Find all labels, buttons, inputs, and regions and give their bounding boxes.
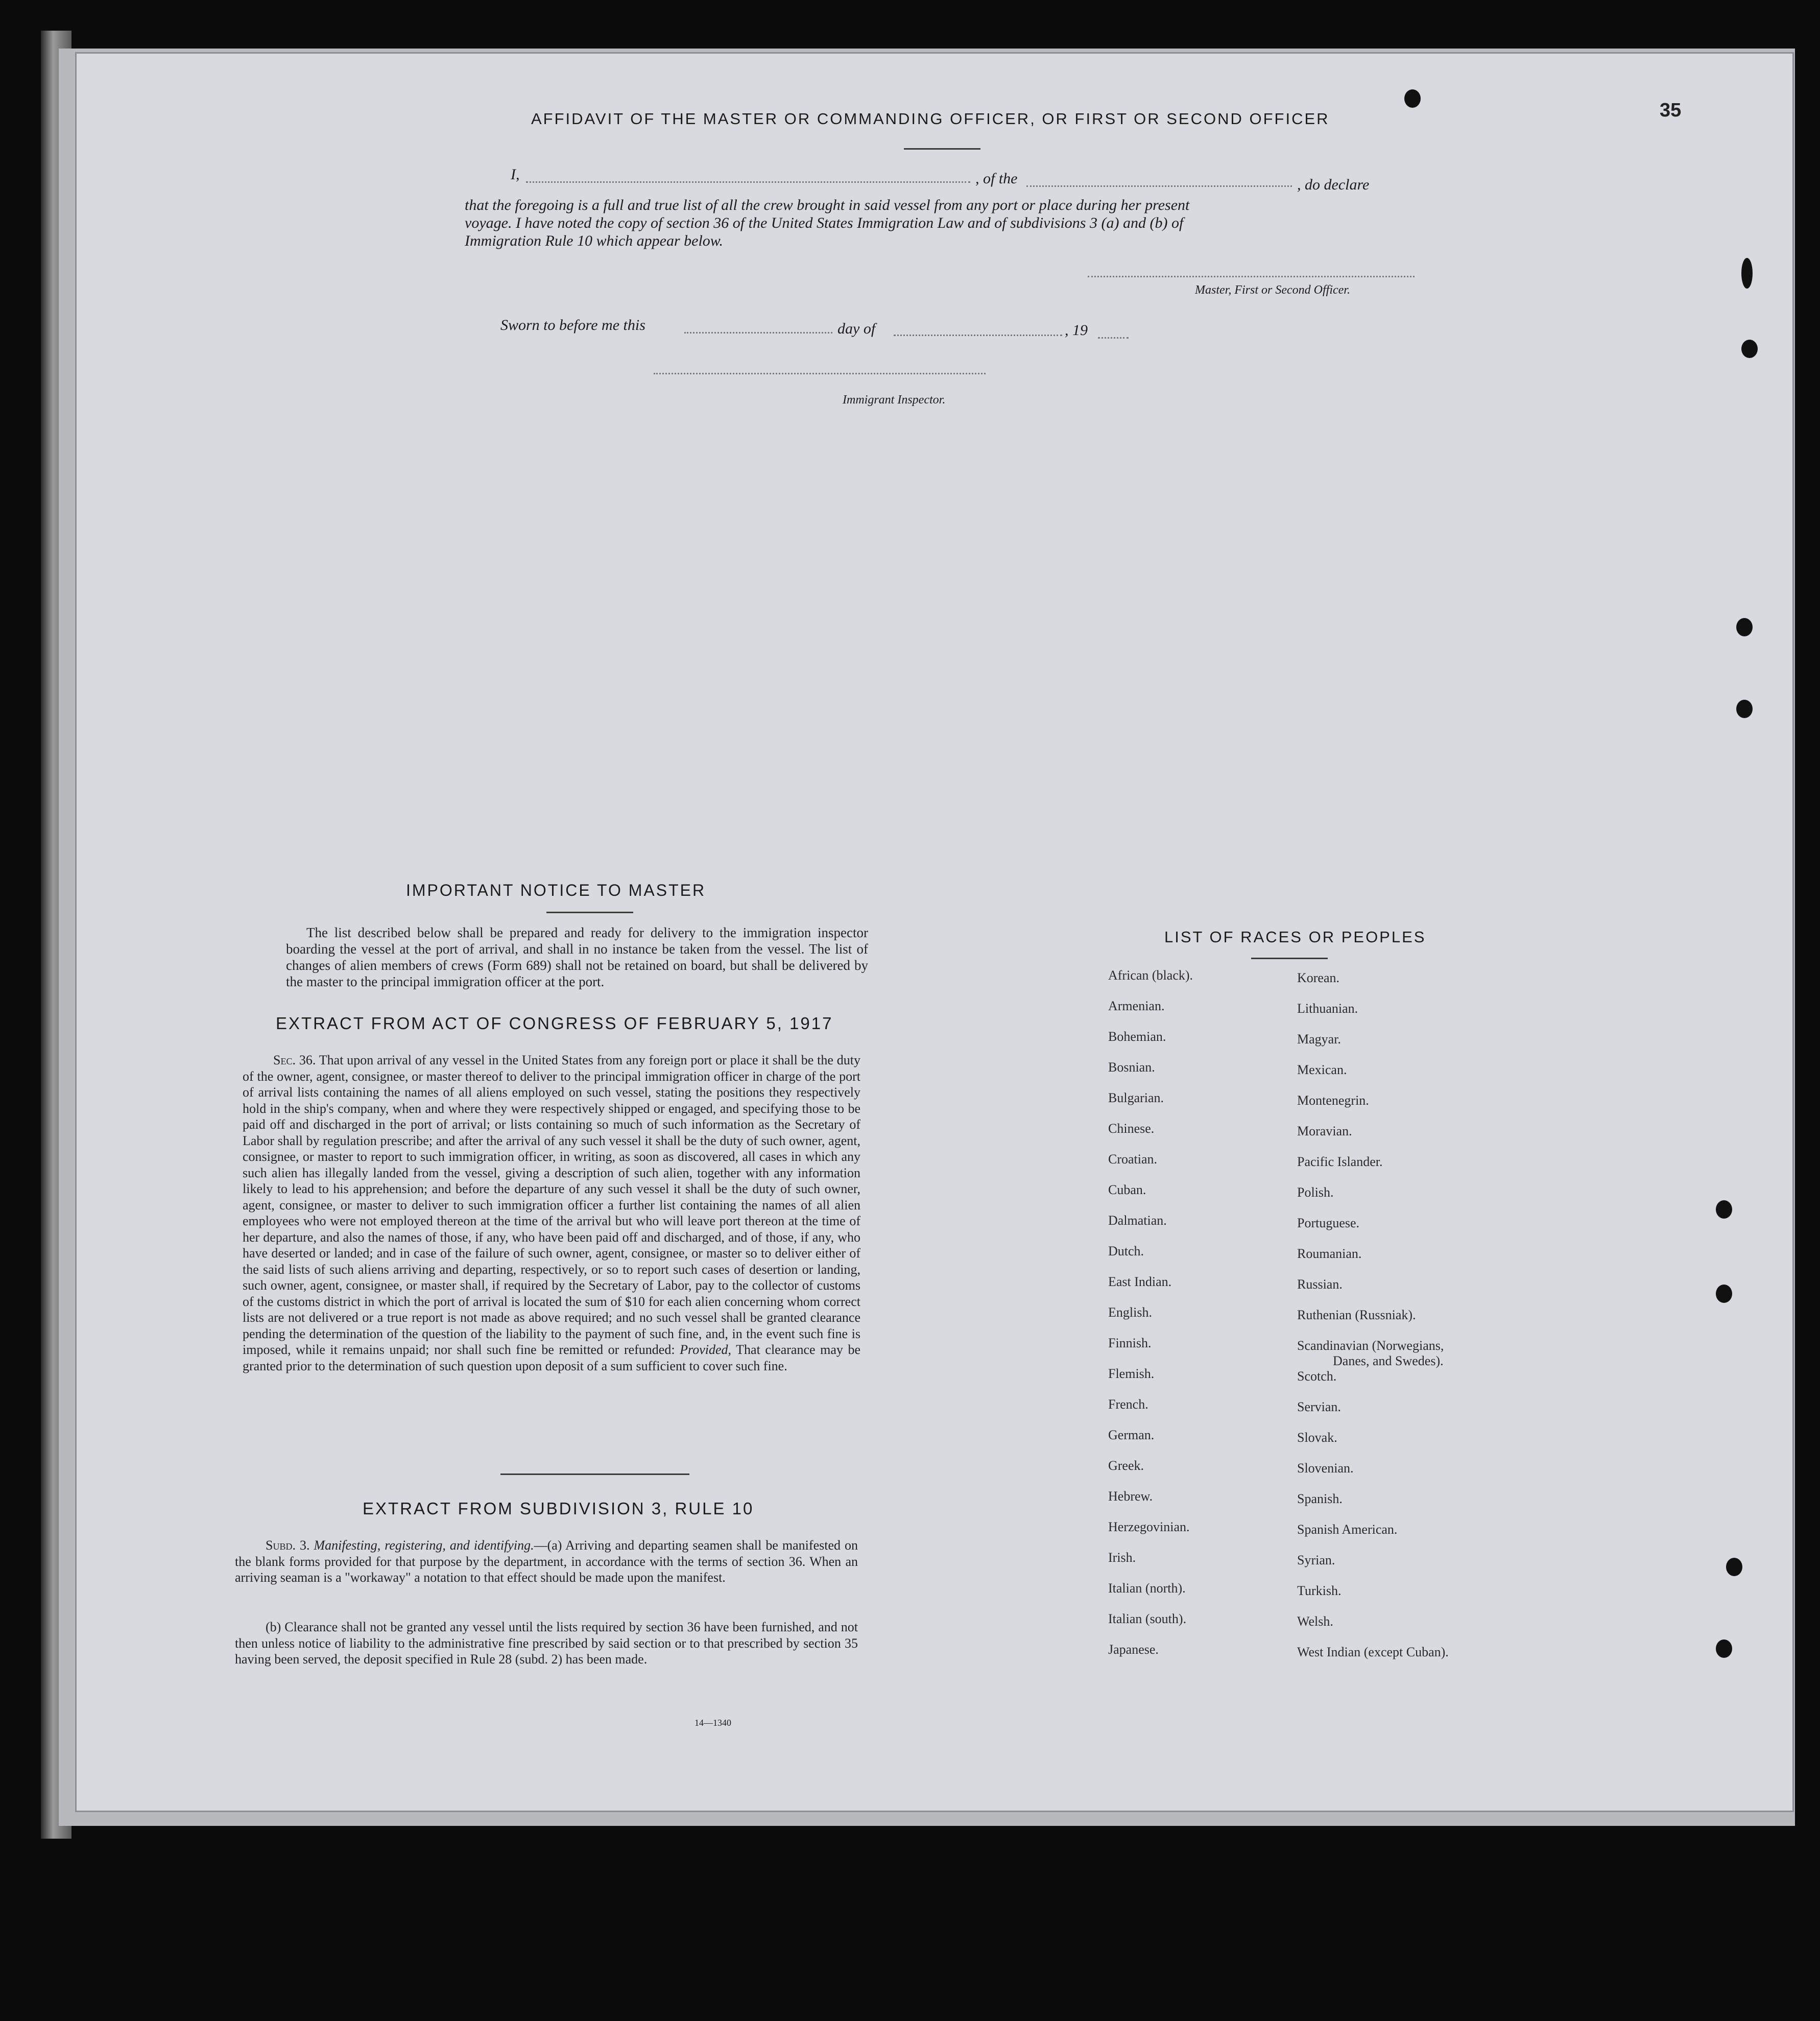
race-item: Croatian. — [1108, 1152, 1158, 1167]
affidavit-i: I, — [511, 166, 520, 183]
binder-hole — [1741, 258, 1753, 289]
act-divider — [500, 1473, 689, 1475]
race-item: Italian (south). — [1108, 1611, 1187, 1626]
race-item: Turkish. — [1297, 1583, 1342, 1598]
race-item: Bulgarian. — [1108, 1090, 1164, 1105]
rule-para-b: (b) Clearance shall not be granted any vessel until the lists required by section 36 have been furnished, and not then unless notice of liability to the administrative fine prescribed by said section or to that prescribed by section 35 having been served, the deposit specified in Rule 28 (subd. 2) has been made. — [235, 1620, 858, 1667]
rule-para-a — [235, 1537, 858, 1586]
race-item: Armenian. — [1108, 998, 1165, 1013]
race-item: Spanish American. — [1297, 1522, 1398, 1537]
act-title: EXTRACT FROM ACT OF CONGRESS OF FEBRUARY 5, 1917 — [276, 1014, 833, 1033]
race-item: German. — [1108, 1428, 1155, 1442]
notice-underline — [546, 912, 633, 913]
race-item: Cuban. — [1108, 1182, 1146, 1197]
act-sec-label: Sec. 36. — [273, 1053, 316, 1067]
race-item: Chinese. — [1108, 1121, 1155, 1136]
race-item: Scotch. — [1297, 1369, 1337, 1384]
race-item: West Indian (except Cuban). — [1297, 1645, 1449, 1659]
act-body-end: That clearance may be granted prior to the determination of such question upon deposit of a sum sufficient to cover such fine. — [243, 1342, 861, 1373]
race-item: Syrian. — [1297, 1553, 1335, 1567]
rule-subd-heading: Manifesting, registering, and identifying. — [314, 1538, 534, 1553]
race-item: Polish. — [1297, 1185, 1334, 1200]
name-blank — [526, 181, 970, 183]
act-body: That upon arrival of any vessel in the United States from any foreign port or place it shall be the duty of the owner, agent, consignee, or master thereof to deliver to the principal immigration officer in charge of the port of arrival lists containing the names of all aliens employed on such vessel, stating the positions they respectively hold in the ship's company, when and where they were respectively shipped or engaged, and specifying those to be paid off and discharged in the port of arrival; or lists containing so much of such information as the Secretary of Labor shall by regulation prescribe; and after the arrival of any such vessel it shall be the duty of such owner, agent, consignee, or master to report to such immigration officer, in writing, as soon as discovered, all cases in which any such alien has illegally landed from the vessel, giving a description of such alien, together with any information likely to lead to his apprehension; and before the departure of any such vessel it shall be the duty of such owner, agent, consignee, or master to deliver to such immigration officer a further list containing the names of all alien employees who were not employed thereon at the time of the arrival but who will leave port thereon at the time of her departure, and also the names of those, if any, who have been paid off and discharged, and of those, if any, who have deserted or landed; and in case of the failure of such owner, agent, consignee, or master so to deliver either of the said lists of such aliens arriving and departing, respectively, or so to report such cases of desertion or landing, such owner, agent, consignee, or master shall, if required by the Secretary of Labor, pay to the collector of customs of the customs district in which the port of arrival is located the sum of $10 for each alien concerning whom correct lists are not delivered or a true report is not made as above required; and no such vessel shall be granted clearance pending the determination of the question of the liability to the payment of such fine, and, in the event such fine is imposed, while it remains unpaid; nor shall such fine be remitted or refunded: — [243, 1053, 861, 1357]
sworn-text: Sworn to before me this — [500, 317, 645, 334]
race-item: Bosnian. — [1108, 1060, 1155, 1075]
race-item: Roumanian. — [1297, 1246, 1362, 1261]
race-item: Slovenian. — [1297, 1461, 1354, 1476]
race-item: Spanish. — [1297, 1491, 1343, 1506]
race-item: French. — [1108, 1397, 1148, 1412]
race-item: Greek. — [1108, 1458, 1144, 1473]
affidavit-title: AFFIDAVIT OF THE MASTER OR COMMANDING OFFICER, OR FIRST OR SECOND OFFICER — [531, 110, 1330, 128]
notice-title: IMPORTANT NOTICE TO MASTER — [406, 881, 706, 899]
races-title: LIST OF RACES OR PEOPLES — [1164, 928, 1426, 946]
race-item: Russian. — [1297, 1277, 1343, 1292]
signature-caption: Master, First or Second Officer. — [1195, 283, 1350, 297]
race-item-continuation: Danes, and Swedes). — [1333, 1353, 1444, 1368]
affidavit-of-the: , of the — [975, 170, 1018, 187]
race-item: Ruthenian (Russniak). — [1297, 1307, 1416, 1322]
binder-hole — [1736, 700, 1753, 718]
race-item: Dalmatian. — [1108, 1213, 1167, 1228]
race-item: Irish. — [1108, 1550, 1136, 1565]
race-item: African (black). — [1108, 968, 1193, 983]
day-blank — [684, 332, 832, 334]
act-text — [243, 1052, 860, 1374]
day-of-text: day of — [837, 320, 876, 337]
race-item: Scandinavian (Norwegians, — [1297, 1338, 1444, 1353]
binder-hole — [1404, 89, 1421, 108]
race-item: Korean. — [1297, 970, 1340, 985]
vessel-blank — [1026, 185, 1292, 187]
races-underline — [1251, 958, 1328, 959]
race-item: East Indian. — [1108, 1274, 1172, 1289]
race-item: Slovak. — [1297, 1430, 1337, 1445]
race-item: Japanese. — [1108, 1642, 1159, 1657]
race-item: Italian (north). — [1108, 1581, 1186, 1596]
form-number: 14—1340 — [695, 1718, 731, 1728]
race-item: Flemish. — [1108, 1366, 1155, 1381]
rule-title: EXTRACT FROM SUBDIVISION 3, RULE 10 — [363, 1499, 754, 1518]
race-item: Servian. — [1297, 1399, 1341, 1414]
race-item: Mexican. — [1297, 1062, 1347, 1077]
binder-hole — [1726, 1558, 1742, 1576]
race-item: Portuguese. — [1297, 1216, 1360, 1230]
affidavit-line-2: that the foregoing is a full and true list of all the crew brought in said vessel from any port or place during her present — [465, 197, 1190, 213]
title-underline — [904, 148, 980, 150]
race-item: Pacific Islander. — [1297, 1154, 1383, 1169]
notice-text: The list described below shall be prepared and ready for delivery to the immigration inspector boarding the vessel at the port of arrival, and shall in no instance be taken from the vessel. The list of changes of alien members of crews (Form 689) shall not be retained on board, but shall be delivered by the master to the principal immigration officer at the port. — [286, 925, 868, 989]
binder-hole — [1741, 340, 1758, 358]
race-item: Bohemian. — [1108, 1029, 1166, 1044]
rule-subd-label: Subd. 3. — [266, 1538, 310, 1553]
race-item: Montenegrin. — [1297, 1093, 1369, 1108]
race-item: Dutch. — [1108, 1244, 1144, 1258]
affidavit-line-4: Immigration Rule 10 which appear below. — [465, 232, 724, 249]
race-item: Finnish. — [1108, 1336, 1152, 1350]
binder-hole — [1716, 1200, 1732, 1219]
race-item: Herzegovinian. — [1108, 1519, 1190, 1534]
year-text: , 19 — [1065, 322, 1088, 339]
month-blank — [894, 335, 1062, 336]
page-number: 35 — [1660, 100, 1682, 121]
binder-hole — [1736, 618, 1753, 636]
race-item: Magyar. — [1297, 1032, 1341, 1047]
manifest-page — [77, 54, 1792, 1811]
race-item: English. — [1108, 1305, 1152, 1320]
inspector-blank — [654, 373, 986, 374]
binder-hole — [1716, 1639, 1732, 1658]
signature-blank — [1088, 276, 1415, 277]
year-blank — [1098, 337, 1129, 339]
inspector-caption: Immigrant Inspector. — [843, 393, 946, 407]
affidavit-line-3: voyage. I have noted the copy of section 36 of the United States Immigration Law and of subdivisions 3 (a) and (b) of — [465, 215, 1184, 231]
race-item: Hebrew. — [1108, 1489, 1153, 1504]
race-item: Moravian. — [1297, 1124, 1352, 1138]
race-item: Lithuanian. — [1297, 1001, 1358, 1016]
act-provided: Provided, — [680, 1342, 732, 1357]
affidavit-declare: , do declare — [1297, 176, 1370, 193]
binder-hole — [1716, 1285, 1732, 1303]
race-item: Welsh. — [1297, 1614, 1333, 1629]
rule-para-a-text: —(a) Arriving and departing seamen shall be manifested on the blank forms provided for that purpose by the department, in accordance with the terms of section 36. When an arriving seaman is a "workaway" a notation to that effect should be made upon the manifest. — [235, 1538, 858, 1585]
